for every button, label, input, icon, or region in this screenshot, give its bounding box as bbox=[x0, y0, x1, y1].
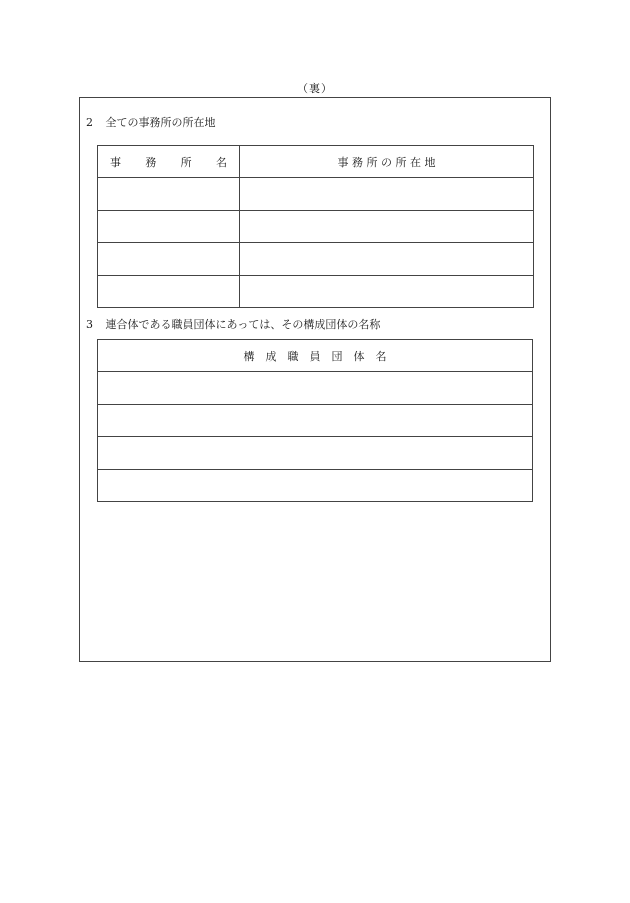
table-row bbox=[98, 469, 533, 501]
table-row bbox=[98, 178, 534, 210]
member-union-name-cell[interactable] bbox=[98, 372, 533, 404]
office-name-cell[interactable] bbox=[98, 178, 240, 210]
section-3-heading bbox=[86, 316, 380, 332]
member-union-name-cell[interactable] bbox=[98, 437, 533, 469]
section-2-heading bbox=[86, 114, 216, 130]
office-name-cell[interactable] bbox=[98, 243, 240, 275]
office-address-cell[interactable] bbox=[240, 178, 534, 210]
page-side-label: （裏） bbox=[297, 82, 333, 95]
office-address-cell[interactable] bbox=[240, 275, 534, 307]
office-address-cell[interactable] bbox=[240, 210, 534, 242]
office-name-header: 事 務 所 名 bbox=[98, 146, 240, 178]
office-name-cell[interactable] bbox=[98, 275, 240, 307]
table-row bbox=[98, 404, 533, 436]
member-union-name-cell[interactable] bbox=[98, 404, 533, 436]
member-union-name-header: 構 成 職 員 団 体 名 bbox=[98, 340, 533, 372]
section-2-title: 全ての事務所の所在地 bbox=[105, 116, 216, 129]
member-union-table bbox=[97, 339, 533, 502]
section-3-number: 3 bbox=[86, 318, 93, 331]
member-table-header bbox=[98, 340, 533, 372]
member-union-name-cell[interactable] bbox=[98, 469, 533, 501]
office-table-header bbox=[98, 146, 534, 178]
office-name-cell[interactable] bbox=[98, 210, 240, 242]
office-address-header: 事 務 所 の 所 在 地 bbox=[240, 146, 534, 178]
table-row bbox=[98, 437, 533, 469]
section-3-title: 連合体である職員団体にあっては、その構成団体の名称 bbox=[105, 318, 381, 331]
table-row bbox=[98, 243, 534, 275]
office-table bbox=[97, 145, 534, 308]
office-address-cell[interactable] bbox=[240, 243, 534, 275]
table-row bbox=[98, 275, 534, 307]
section-2-number: 2 bbox=[86, 116, 93, 129]
table-row bbox=[98, 372, 533, 404]
table-row bbox=[98, 210, 534, 242]
